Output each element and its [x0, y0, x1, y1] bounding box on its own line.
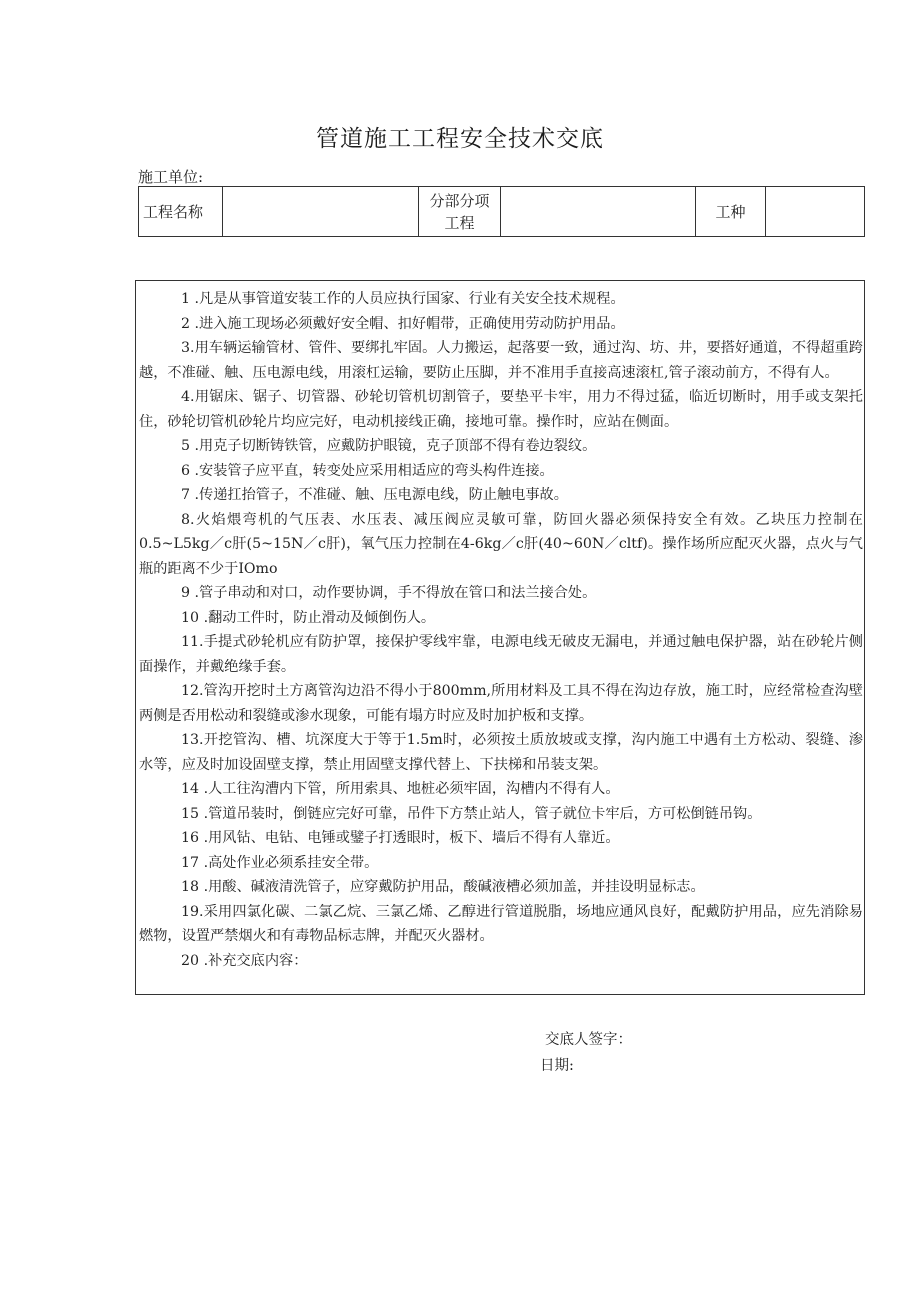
safety-item: 6 .安装管子应平直，转变处应采用相适应的弯头构件连接。: [181, 462, 554, 479]
safety-item: 4.用锯床、锯子、切管器、砂轮切管机切割管子，要垫平卡牢，用力不得过猛，临近切断时，用手或支架托住，砂轮切管机砂轮片均应完好，电动机接线正确，接地可靠。操作时，应站在侧面。: [139, 389, 863, 430]
safety-item: 19.采用四氯化碳、二氯乙烷、三氯乙烯、乙醇进行管道脱脂，场地应通风良好，配戴防护用品，应先消除易燃物，设置严禁烟火和有毒物品标志牌，并配灭火器材。: [139, 903, 863, 944]
sub-project-label-line2: 工程: [444, 213, 475, 232]
safety-item: 9 .管子串动和对口，动作要协调，手不得放在管口和法兰接合处。: [181, 585, 597, 601]
safety-item: 10 .翻动工件时，防止滑动及倾倒伤人。: [181, 609, 436, 626]
safety-items-box: [135, 280, 865, 995]
page-title: 管道施工工程安全技术交底: [316, 126, 604, 152]
sub-project-label: [419, 187, 501, 237]
safety-item: 12.管沟开挖时土方离管沟边沿不得小于800mm,所用材料及工具不得在沟边存放，施工时，应经常检查沟壁两侧是否用松动和裂缝或渗水现象，可能有塌方时应及时加护板和支撑。: [139, 683, 863, 724]
date-label: 日期:: [540, 1058, 574, 1074]
construction-unit-label: 施工单位:: [138, 168, 204, 186]
safety-item: 11.手提式砂轮机应有防护罩，接保护零线牢靠，电源电线无破皮无漏电，并通过触电保护器，站在砂轮片侧面操作，并戴绝缘手套。: [139, 634, 863, 675]
safety-item: 13.开挖管沟、槽、坑深度大于等于1.5m时，必须按土质放坡或支撑，沟内施工中遇有土方松动、裂缝、渗水等，应及时加设固壁支撑，禁止用固壁支撑代替上、下扶梯和吊装支架。: [139, 732, 863, 773]
safety-item: 17 .高处作业必须系挂安全带。: [181, 854, 379, 871]
safety-item: 20 .补充交底内容：: [181, 952, 308, 969]
safety-item: 15 .管道吊装时，倒链应完好可靠，吊件下方禁止站人，管子就位卡牢后，方可松倒链吊钩。: [181, 805, 762, 822]
sub-project-field[interactable]: [501, 187, 696, 237]
work-type-label: 工种: [696, 187, 766, 237]
header-table: [138, 186, 865, 237]
safety-item: 3.用车辆运输管材、管件、要绑扎牢固。人力搬运，起落要一致，通过沟、坊、井，要搭好通道，不得超重跨越，不准碰、触、压电源电线，用滚杠运输，要防止压脚，并不准用手直接高速滚杠,管子滚动前方，不得有人。: [139, 340, 863, 381]
header-row: [139, 187, 865, 237]
work-type-field[interactable]: [766, 187, 865, 237]
safety-item: 5 .用克子切断铸铁管，应戴防护眼镜，克子顶部不得有卷边裂纹。: [181, 438, 597, 454]
project-name-field[interactable]: [223, 187, 419, 237]
project-name-label: 工程名称: [139, 187, 223, 237]
sub-project-label-line1: 分部分项: [429, 191, 490, 210]
safety-item: 14 .人工往沟漕内下管，所用索具、地桩必须牢固，沟槽内不得有人。: [181, 781, 620, 797]
safety-item: 18 .用酸、碱液清洗管子，应穿戴防护用品，酸碱液槽必须加盖，并挂设明显标志。: [181, 879, 705, 895]
signature-label: 交底人签字：: [545, 1032, 632, 1048]
safety-item: 7 .传递扛抬管子，不准碰、触、压电源电线，防止触电事故。: [181, 487, 568, 503]
safety-item: 2 .进入施工现场必须戴好安全帽、扣好帽带，正确使用劳动防护用品。: [181, 315, 625, 332]
safety-item: 1 .凡是从事管道安装工作的人员应执行国家、行业有关安全技术规程。: [181, 291, 625, 307]
safety-item: 8.火焰煨弯机的气压表、水压表、减压阀应灵敏可靠，防回火器必须保持安全有效。乙块压力控制在0.5~L5kg／c肝(5~15N／c肝)，氧气压力控制在4-6kg／c肝(40~60N／cltf)。操作场所应配灭火器，点火与气瓶的距离不少于IOmo: [139, 511, 863, 577]
safety-item: 16 .用风钻、电钻、电锤或鐾子打透眼时，板下、墙后不得有人靠近。: [181, 830, 620, 846]
